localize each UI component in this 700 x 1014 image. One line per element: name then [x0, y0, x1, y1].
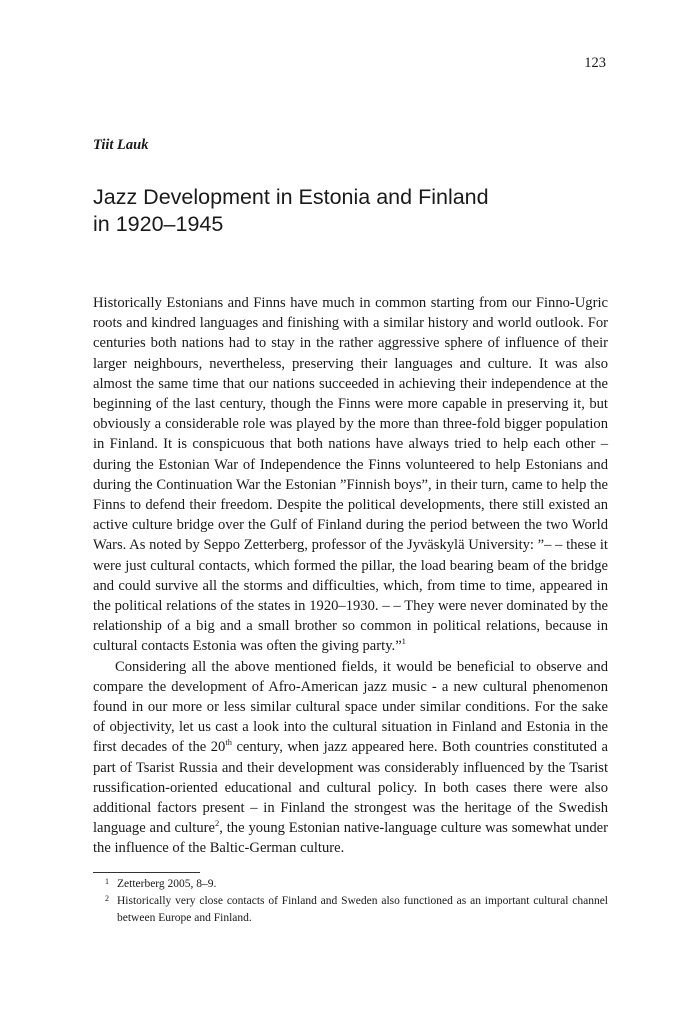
title-line-2: in 1920–1945	[93, 212, 224, 236]
footnote-divider	[93, 872, 200, 873]
footnote-number: 2	[105, 894, 109, 903]
article-title	[93, 184, 613, 238]
paragraph-2-text-c: , the young Estonian native-language culture was somewhat under the influence of the Baltic-German culture.	[93, 820, 608, 857]
footnote-ref-2: 2	[215, 818, 220, 829]
paragraph-2-text-a: Considering all the above mentioned fields, it would be beneficial to observe and compare the development of Afro-American jazz music - a new cultural phenomenon found in our more or less similar cultural space under similar conditions. For the sake of objectivity, let us cast a look into the cultural situation in Finland and Estonia in the first decades of the 20	[93, 658, 608, 756]
article-body	[93, 293, 608, 859]
footnotes	[93, 876, 608, 927]
paragraph-1-text: Historically Estonians and Finns have much in common starting from our Finno-Ugric roots and kindred languages and finishing with a similar history and world outlook. For centuries both nations had to stay in the rather aggressive sphere of influence of their larger neighbours, nevertheless, preserving their languages and culture. It was also almost the same time that our nations succeeded in achieving their independence at the beginning of the last century, though the Finns were more capable in preserving it, but obviously a considerable role was played by the more than three-fold bigger population in Finland. It is conspicuous that both nations have always tried to help each other – during the Estonian War of Independence the Finns volunteered to help Estonians and during the Continuation War the Estonian ”Finnish boys”, in their turn, came to help the Finns to defend their freedom. Despite the political developments, there still existed an active culture bridge over the Gulf of Finland during the period between the two World Wars. As noted by Seppo Zetterberg, professor of the Jyväskylä University: ”– – these it were just cultural contacts, which formed the pillar, the load bearing beam of the bridge and could survive all the storms and difficulties, which, from time to time, appeared in the political relations of the states in 1920–1930. – – They were never dominated by the relationship of a big and a small brother so common in political relations, because in cultural contacts Estonia was often the giving party.”	[93, 295, 608, 655]
title-line-1: Jazz Development in Estonia and Finland	[93, 185, 489, 209]
ordinal-suffix: th	[225, 737, 232, 748]
footnote-text: Historically very close contacts of Finland and Sweden also functioned as an important cultural channel between Europe and Finland.	[117, 895, 608, 924]
paragraph-1	[93, 293, 608, 657]
footnote-ref-1: 1	[401, 636, 406, 647]
paragraph-2	[93, 657, 608, 859]
footnote-2	[93, 893, 608, 927]
author-name: Tiit Lauk	[93, 137, 149, 153]
footnote-1	[93, 876, 608, 893]
page-number: 123	[584, 55, 606, 71]
paragraph-2-text-b: century, when jazz appeared here. Both countries constituted a part of Tsarist Russia and their development was considerably influenced by the Tsarist russification-oriented educational and cultural policy. In both cases there were also additional factors present – in Finland the strongest was the heritage of the Swedish language and culture	[93, 739, 608, 837]
footnote-number: 1	[105, 877, 109, 886]
footnote-text: Zetterberg 2005, 8–9.	[117, 878, 217, 890]
